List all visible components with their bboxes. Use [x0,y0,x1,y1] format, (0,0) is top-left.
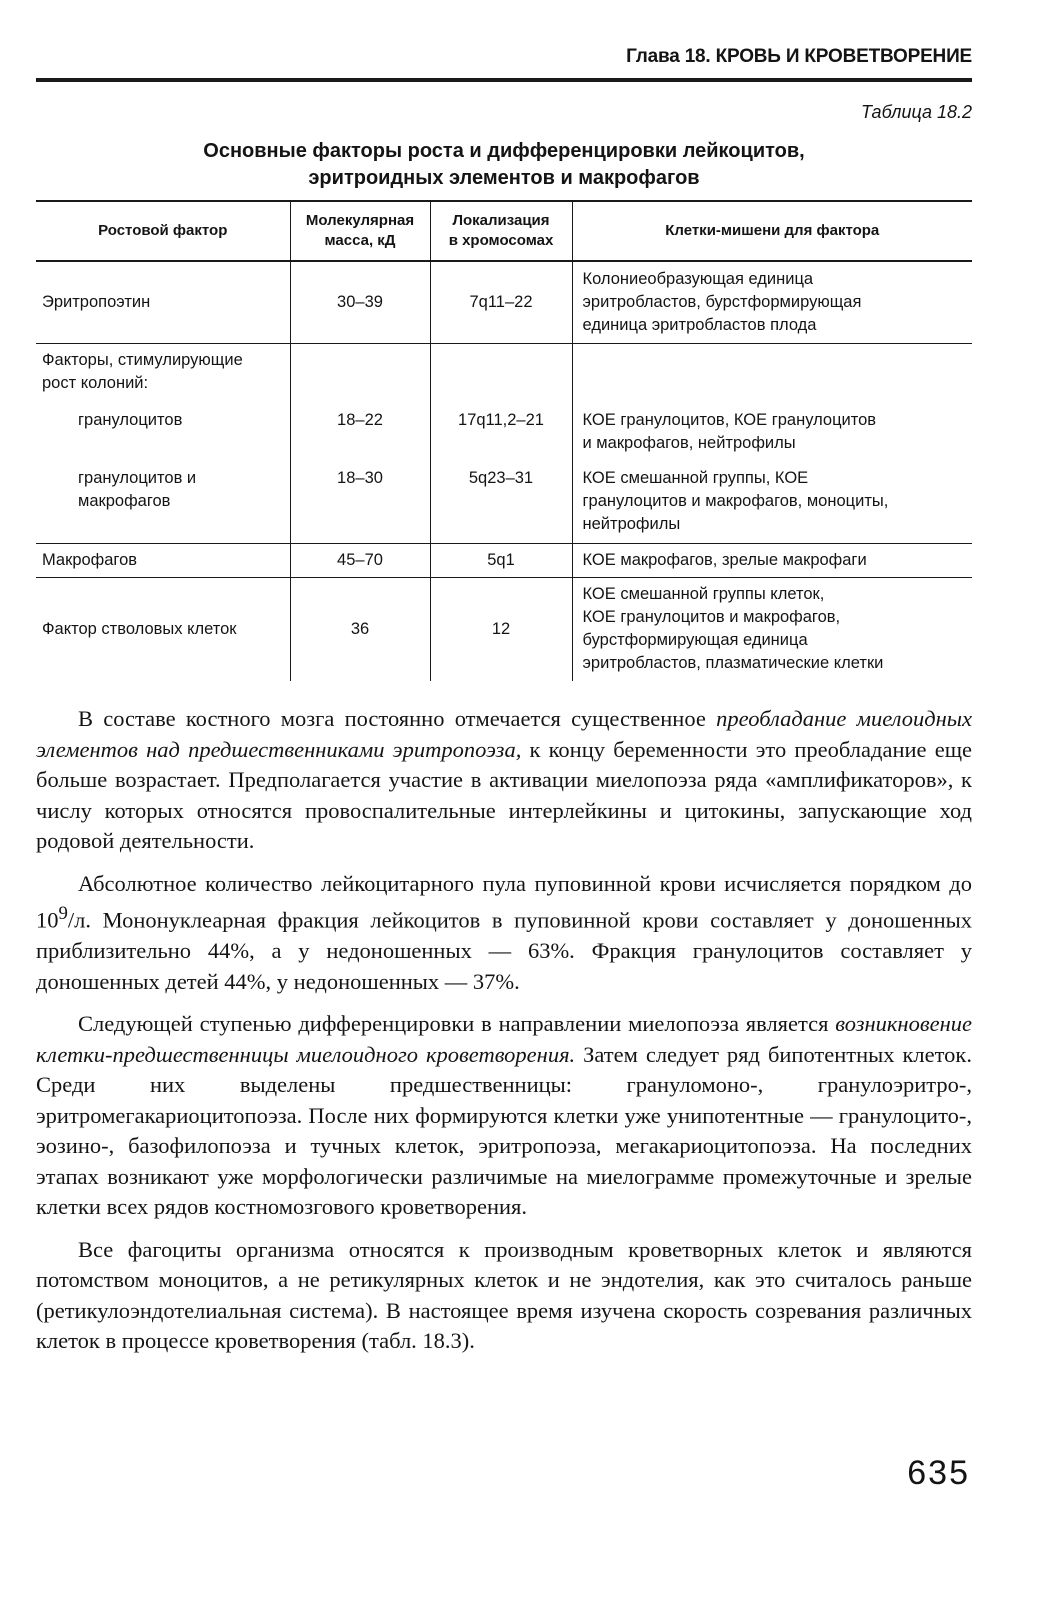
factor-line: гранулоцитов и [78,469,197,487]
paragraph-text: /л. Мононуклеарная фракция лейкоцитов в пуповинной крови составляет у доношенных приблизительно 44%, а у недоношенных — 63%. Фракция гранулоцитов составляет у доношенных детей 44%, у недоношенных — 37%. [36,907,972,994]
cell-factor [36,343,290,401]
cell-targets [572,577,972,681]
target-line: эритробластов, плазматические клетки [582,654,884,673]
header-mass-line: масса, кД [324,232,396,249]
factor-line: рост колоний: [42,374,149,393]
cell-mass [290,343,430,401]
table-row-erythropoietin [36,261,972,343]
table-title [36,138,972,192]
paragraph [36,869,972,998]
growth-factors-table [36,200,972,681]
target-line: бурстформирующая единица [582,631,808,650]
running-header: Глава 18. КРОВЬ И КРОВЕТВОРЕНИЕ [626,46,972,67]
cell-factor [36,459,290,543]
target-line: единица эритробластов плода [582,315,817,334]
body-text [36,704,972,1369]
target-line: КОЕ гранулоцитов и макрофагов, [582,608,841,627]
cell-localization: 5q1 [430,543,572,577]
factor-line: макрофагов [78,492,171,510]
cell-targets [572,343,972,401]
paragraph [36,1009,972,1223]
cell-factor: Макрофагов [36,543,290,577]
table-row-macrophage-csf [36,543,972,577]
cell-mass: 36 [290,577,430,681]
cell-localization: 7q11–22 [430,261,572,343]
target-line: и макрофагов, нейтрофилы [582,434,796,452]
header-mass [290,201,430,261]
table-header-row [36,201,972,261]
cell-mass: 18–22 [290,401,430,459]
table-row-gm-csf [36,459,972,543]
target-line: КОЕ макрофагов, зрелые макрофаги [582,550,867,569]
paragraph-text: Абсолютное количество лейкоцитарного пула пуповинной крови исчисляется порядком до 10 [36,870,972,933]
target-line: КОЕ смешанной группы клеток, [582,585,825,604]
cell-localization: 12 [430,577,572,681]
table-row-csf-group [36,343,972,401]
table-title-line: Основные факторы роста и дифференцировки лейкоцитов, [203,140,805,162]
cell-mass: 18–30 [290,459,430,543]
cell-localization: 17q11,2–21 [430,401,572,459]
emphasized-text: преобладание миелоидных элементов над предшественниками эритропоэза, [36,706,972,762]
factor-line: Факторы, стимулирующие [42,351,243,370]
cell-targets [572,459,972,543]
cell-mass: 45–70 [290,543,430,577]
header-rule [36,78,972,82]
paragraph: Все фагоциты организма относятся к производным кроветворных клеток и являются потомством моноцитов, а не ретикулярных клеток и не эндотелия, как это считалось раньше (ретикулоэндотелиальная система). В настоящее время изучена скорость созревания различных клеток в процессе кроветворения (табл. 18.3). [36,1236,972,1353]
table-number: Таблица 18.2 [860,102,972,122]
header-targets: Клетки-мишени для фактора [572,201,972,261]
cell-localization: 5q23–31 [430,459,572,543]
target-line: нейтрофилы [582,515,681,533]
header-localization-line: в хромосомах [448,232,554,249]
superscript: 9 [58,903,68,924]
cell-targets [572,543,972,577]
header-localization [430,201,572,261]
paragraph-text: Следующей ступенью дифференцировки в направлении миелопоэза является [78,1011,836,1036]
header-localization-line: Локализация [452,212,550,229]
emphasized-text: возникновение клетки-предшественницы миелоидного кроветворения. [36,1011,972,1067]
cell-factor: Эритропоэтин [36,261,290,343]
header-factor: Ростовой фактор [36,201,290,261]
table-row-granulocyte-csf [36,401,972,459]
cell-targets [572,261,972,343]
target-line: Колониеобразующая единица [582,269,814,288]
page-number: 635 [907,1454,970,1492]
paragraph-text: В составе костного мозга постоянно отмечается существенное [78,706,717,731]
paragraph-text: Затем следует ряд бипотентных клеток. Среди них выделены предшественницы: грануломоно-, гранулоэритро-, эритромегакариоцитопоэза. После них формируются клетки уже унипотентные — гранулоцито-, эозино-, базофилопоэза и тучных клеток, эритропоэза, мегакариоцитопоэза. На последних этапах возникают уже морфологически различимые на миелограмме промежуточные и зрелые клетки всех рядов костномозгового кроветворения. [36,1041,972,1219]
target-line: гранулоцитов и макрофагов, моноциты, [582,492,889,510]
table-title-line: эритроидных элементов и макрофагов [308,167,700,189]
cell-factor: гранулоцитов [78,411,183,429]
table-row-stem-cell-factor [36,577,972,681]
header-mass-line: Молекулярная [305,212,415,229]
cell-targets [572,401,972,459]
paragraph [36,704,972,857]
cell-mass: 30–39 [290,261,430,343]
paragraph-text: к концу беременности это преобладание еще больше возрастает. Предполагается участие в активации миелопоэза ряда «амплификаторов», к числу которых относятся провоспалительные интерлейкины и цитокины, запускающие ход родовой деятельности. [36,736,973,853]
target-line: эритробластов, бурстформирующая [582,292,862,311]
target-line: КОЕ смешанной группы, КОЕ [582,469,809,487]
cell-factor: Фактор стволовых клеток [42,619,237,638]
cell-localization [430,343,572,401]
target-line: КОЕ гранулоцитов, КОЕ гранулоцитов [582,411,877,429]
